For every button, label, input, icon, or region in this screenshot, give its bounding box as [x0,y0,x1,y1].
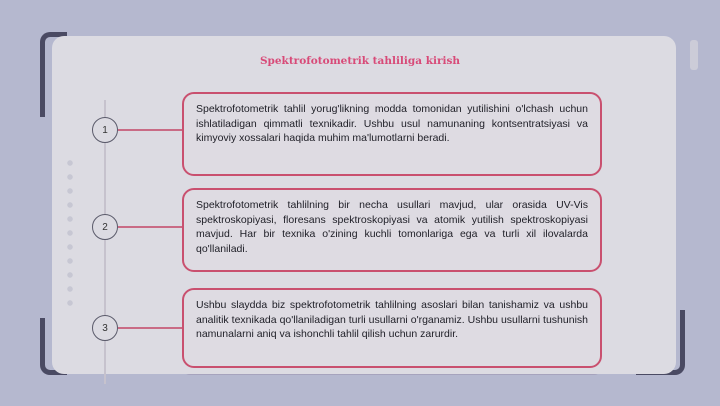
decorative-bar [690,40,698,70]
perforation-dots [62,156,78,306]
step-number-2: 2 [92,214,118,240]
connector-3 [118,327,182,329]
info-card-1 [182,92,602,176]
info-card-2 [182,188,602,272]
connector-2 [118,226,182,228]
info-card-3 [182,288,602,368]
slide-title: Spektrofotometrik tahliliga kirish [259,55,461,67]
info-card-text: Ushbu slaydda biz spektrofotometrik tahlilning asoslari bilan tanishamiz va ushbu analitik texnikada qo'llaniladigan turli usullarni o'rganamiz. Ushbu usullarni tushunish namunalarni aniq va ishonchli tahlil qilish uchun zarurdir. [196,299,588,340]
info-card-text: Spektrofotometrik tahlil yorug'likning modda tomonidan yutilishini o'lchash uchun ishlatiladigan qimmatli texnikadir. Ushbu usul namunaning kontsentratsiyasi va kimyoviy xossalari haqida muhim ma'lumotlarni beradi. [196,103,588,144]
connector-1 [118,129,182,131]
info-card-text: Spektrofotometrik tahlilning bir necha usullari mavjud, ular orasida UV-Vis spektroskopiyasi, floresans spektroskopiyasi va atomik yutilish spektroskopiyasi mavjud. Har bir texnika o'zining kuchli tomonlariga ega va turli xil ilovalarda qo'llaniladi. [196,199,588,255]
step-number-1: 1 [92,117,118,143]
step-number-3: 3 [92,315,118,341]
